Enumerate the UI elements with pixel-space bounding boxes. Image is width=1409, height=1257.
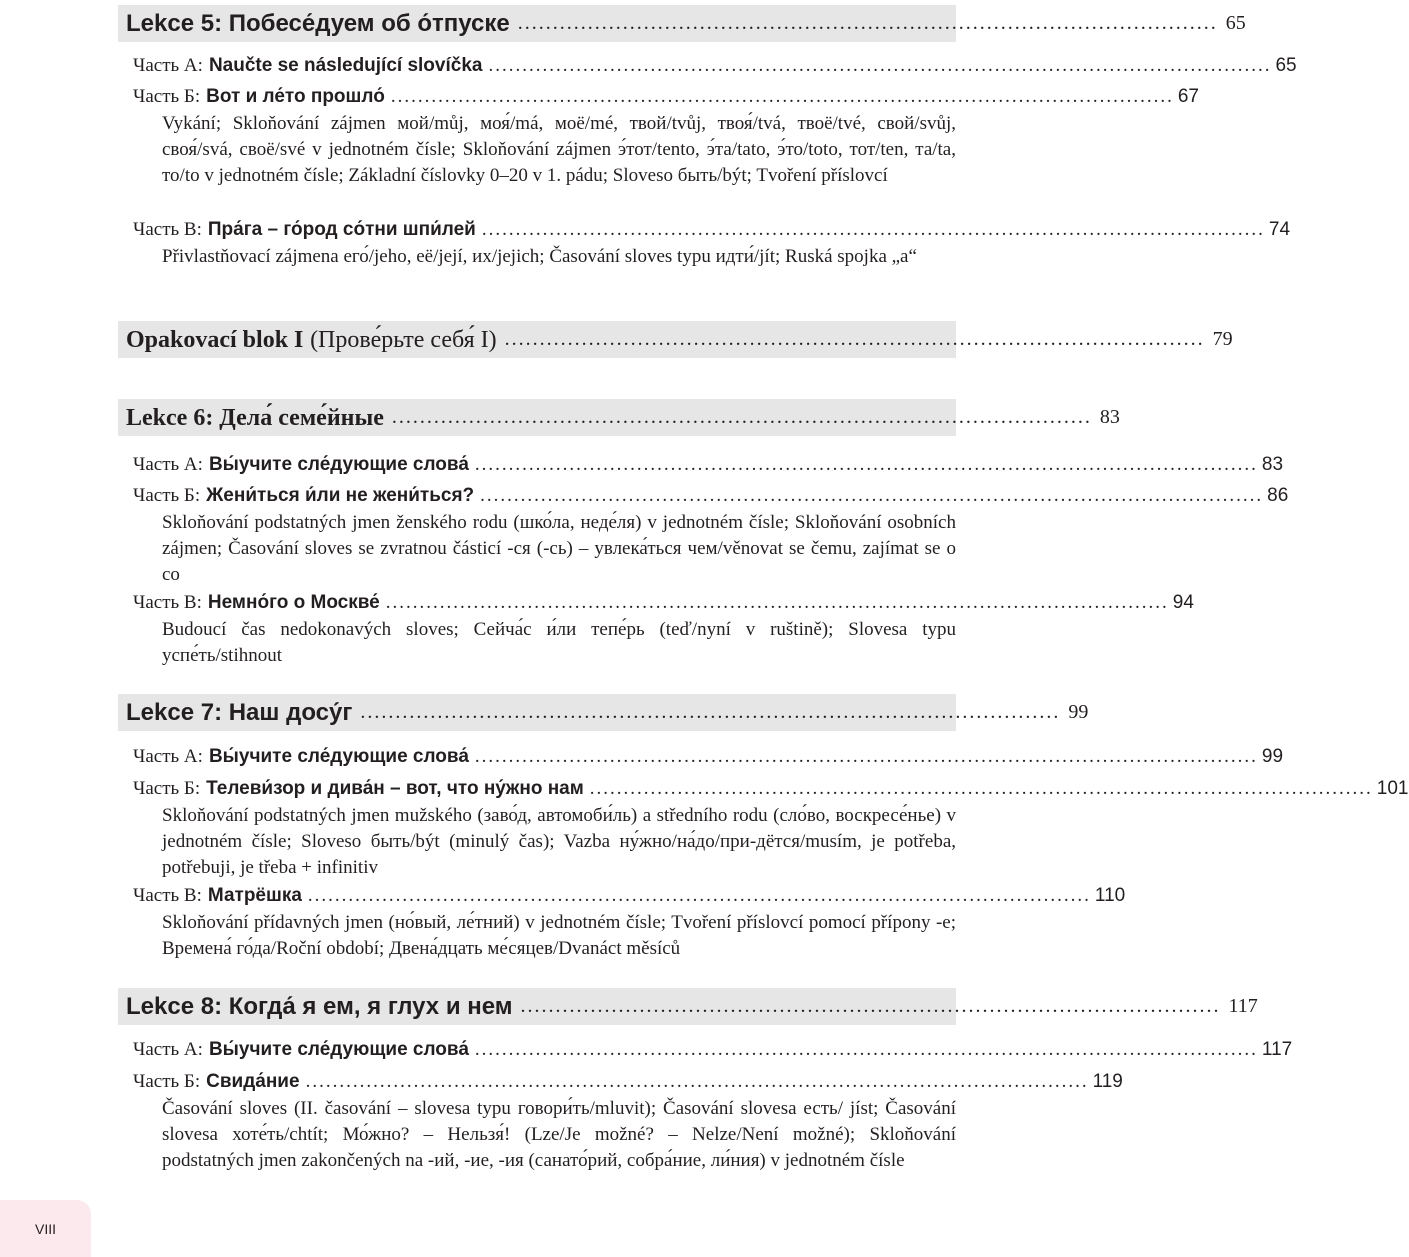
part-title: Свида́ние [206, 1071, 300, 1092]
dot-leader: .................................................................................................................... [481, 219, 1265, 240]
lesson-heading[interactable] [118, 399, 1120, 436]
dot-leader: .................................................................................................................... [589, 778, 1373, 799]
part-page-number: 86 [1267, 485, 1289, 506]
part-title: Вы́учите сле́дующие слова́ [208, 746, 469, 767]
part-title: Вы́учите сле́дующие слова́ [208, 1039, 469, 1060]
part-title: Телеви́зор и дива́н – вот, что ну́жно нам [206, 778, 584, 799]
lesson-heading[interactable] [118, 5, 1246, 42]
part-page-number: 74 [1268, 219, 1291, 240]
part-description: Časování sloves (II. časování – slovesa typu говори́ть/mluvit); Časování slovesa есть/ jíst; Časování slovesa хоте́ть/chtít; Мо́жно? – Нельзя́! (Lze/Je možné? – Nelze/Není možné); Skloňování podstatných jmen zakončených na -ий, -ие, -ия (санато́рий, собра́ние, ли́ния) v jednotném čísle [162, 1098, 956, 1171]
page-number: VIII [34, 1220, 56, 1237]
lesson-title: Lekce 5: Побесе́дуем об о́тпуске [126, 9, 510, 37]
part-entry[interactable] [133, 485, 1289, 511]
part-title: Жени́ться и́ли не жени́ться? [206, 485, 475, 506]
dot-leader: .................................................................................................................... [488, 55, 1272, 76]
dot-leader: .................................................................................................................... [474, 746, 1258, 767]
dot-leader: .................................................................................................................... [307, 885, 1091, 906]
dot-leader: .................................................................................................................... [305, 1071, 1089, 1092]
part-page-number: 117 [1261, 1039, 1293, 1060]
part-title: Вы́учите сле́дующие слова́ [208, 454, 469, 475]
part-page-number: 119 [1092, 1071, 1123, 1092]
review-block-heading[interactable] [118, 321, 1233, 358]
part-label: Часть В: [133, 592, 202, 613]
part-entry[interactable] [133, 746, 1284, 772]
part-label: Часть В: [133, 219, 202, 240]
dot-leader: .................................................................................................... [504, 328, 1205, 350]
lesson-title: Opakovací blok I (Прове́рьте себя́ I) [126, 326, 497, 353]
part-page-number: 65 [1275, 55, 1297, 76]
part-entry[interactable] [133, 885, 1126, 911]
part-label: Часть В: [133, 885, 202, 906]
part-page-number: 94 [1172, 592, 1194, 613]
part-label: Часть А: [133, 1039, 203, 1060]
part-page-number: 99 [1261, 746, 1284, 767]
dot-leader: .................................................................................................................... [474, 454, 1258, 475]
lesson-page-number: 83 [1099, 406, 1120, 428]
lesson-page-number: 65 [1225, 12, 1246, 34]
part-label: Часть А: [133, 55, 203, 76]
part-description: Skloňování podstatných jmen mužského (заво́д, автомоби́ль) a středního rodu (сло́во, воскресе́нье) v jednotném čísle; Sloveso быть/být (minulý čas); Vazba ну́жно/на́до/при-дётся/musím, je potřeba, potřebuji, je třeba + infinitiv [162, 805, 956, 878]
part-label: Часть Б: [133, 778, 201, 799]
part-description: Budoucí čas nedokonavých sloves; Сейча́с и́ли тепе́рь (teď/nyní v ruštině); Slovesa typu успе́ть/stihnout [162, 619, 956, 666]
lesson-title: Lekce 6: Дела́ семе́йные [126, 404, 384, 431]
part-label: Часть Б: [133, 86, 201, 107]
lesson-heading[interactable] [118, 694, 1089, 731]
part-description: Skloňování podstatných jmen ženského rodu (шко́ла, неде́ля) v jednotném čísle; Skloňování osobních zájmen; Časování sloves se zvratnou částicí -ся (-сь) – увлека́ться чем/věnovat se čemu, zajímat se o co [162, 512, 956, 585]
part-label: Часть А: [133, 454, 203, 475]
dot-leader: .................................................................................................................... [474, 1039, 1258, 1060]
dot-leader: .................................................................................................... [520, 995, 1221, 1017]
part-title: Вот и ле́то прошло́ [206, 86, 385, 107]
part-title: Naučte se následující slovíčka [208, 55, 483, 76]
part-entry[interactable] [133, 1039, 1293, 1065]
lesson-page-number: 99 [1068, 701, 1089, 723]
dot-leader: .................................................................................................................... [480, 485, 1264, 506]
part-title: Немно́го о Москве́ [207, 592, 380, 613]
dot-leader: .................................................................................................... [517, 12, 1218, 34]
lesson-title: Lekce 7: Наш досу́г [126, 698, 353, 726]
lesson-title: Lekce 8: Когда́ я ем, я глух и нем [126, 992, 513, 1020]
page-number-tab [0, 1200, 91, 1257]
part-entry[interactable] [133, 592, 1194, 618]
dot-leader: .................................................................................................... [360, 701, 1061, 723]
part-page-number: 101 [1376, 778, 1409, 799]
part-page-number: 110 [1094, 885, 1126, 906]
part-title: Матрёшка [207, 885, 302, 906]
part-entry[interactable] [133, 1071, 1123, 1097]
lesson-page-number: 117 [1228, 995, 1258, 1017]
part-page-number: 67 [1177, 86, 1199, 107]
lesson-page-number: 79 [1212, 328, 1233, 350]
part-entry[interactable] [133, 778, 1409, 804]
part-description: Vykání; Skloňování zájmen мой/můj, моя́/má, моё/mé, твой/tvůj, твоя́/tvá, твоё/tvé, свой/svůj, своя́/svá, своё/své v jednotném čísle; Skloňování zájmen э́тот/tento, э́та/tato, э́то/toto, тот/ten, та/ta, то/to v jednotném čísle; Základní číslovky 0–20 v 1. pádu; Sloveso быть/být; Tvoření příslovcí [162, 113, 956, 186]
part-entry[interactable] [133, 86, 1199, 112]
dot-leader: .................................................................................................................... [385, 592, 1169, 613]
part-description: Přivlastňovací zájmena его́/jeho, её/její, их/jejich; Časování sloves typu идти́/jít; Ruská spojka „а“ [162, 246, 917, 267]
part-entry[interactable] [133, 55, 1297, 81]
part-title: Пра́га – го́род со́тни шпи́лей [207, 219, 476, 240]
dot-leader: .................................................................................................................... [390, 86, 1174, 107]
lesson-heading[interactable] [118, 988, 1258, 1025]
part-page-number: 83 [1261, 454, 1284, 475]
part-entry[interactable] [133, 454, 1284, 480]
part-description: Skloňování přídavných jmen (но́вый, ле́тний) v jednotném čísle; Tvoření příslovcí pomocí přípony -е; Времена́ го́да/Roční období; Двена́дцать ме́сяцев/Dvanáct měsíců [162, 912, 956, 959]
part-entry[interactable] [133, 219, 1291, 245]
part-label: Часть Б: [133, 1071, 201, 1092]
part-label: Часть Б: [133, 485, 201, 506]
dot-leader: .................................................................................................... [391, 406, 1092, 428]
part-label: Часть А: [133, 746, 203, 767]
